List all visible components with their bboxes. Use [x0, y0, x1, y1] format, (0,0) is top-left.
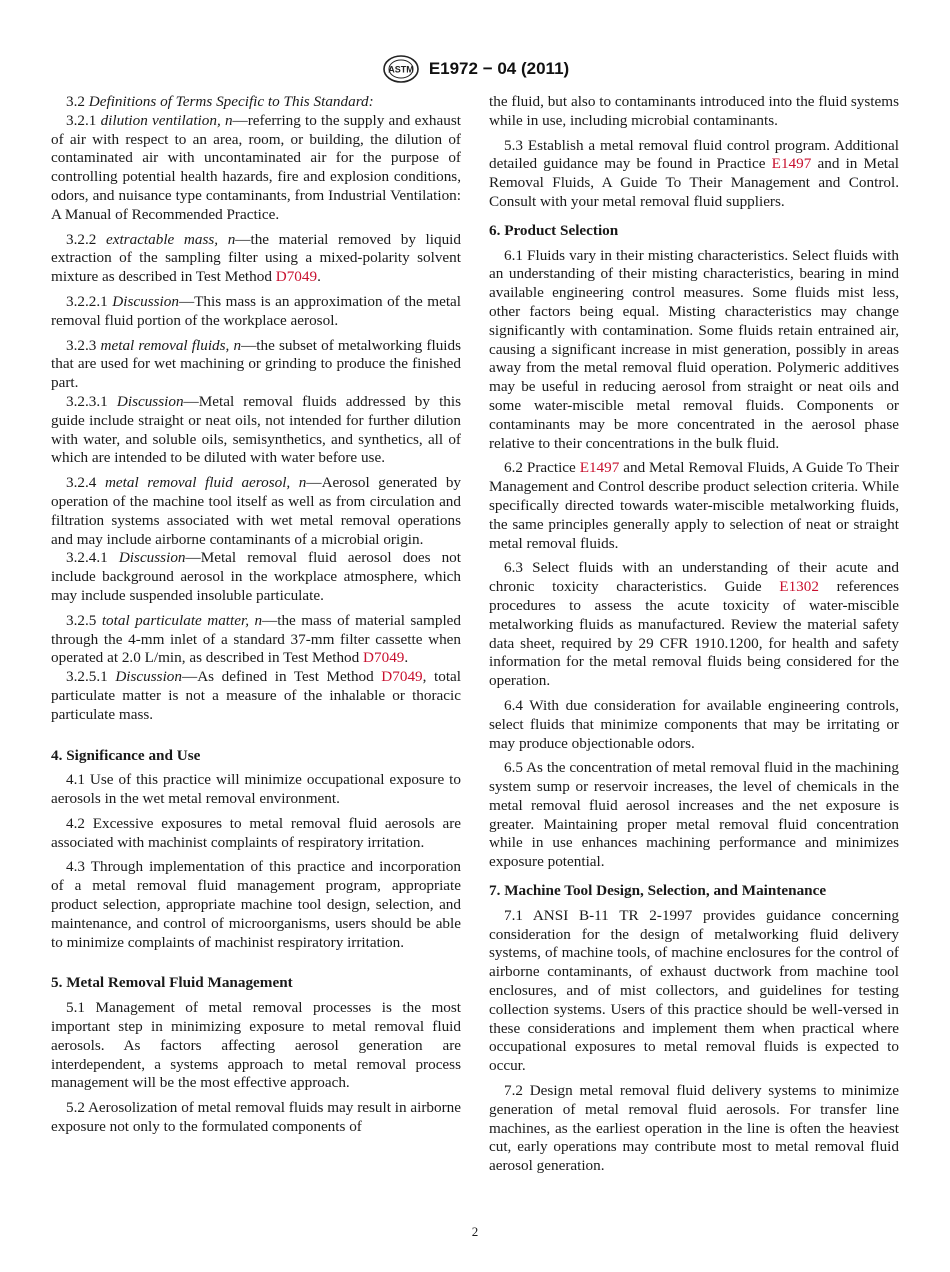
paragraph-7-1: 7.1 ANSI B-11 TR 2-1997 provides guidance concerning consideration for the design of metalworking fluid delivery systems, of machine tools, of machine enclosures for the control of airborne contaminants, of exhaust ductwork from machine tool enclosures, and of mist collectors, and guidelines for testing collection systems. Users of this practice should be well-versed in these considerations and implement them when practical where occupational exposures to metal removal fluids is expected to occur. [489, 906, 899, 1075]
paragraph-4-2: 4.2 Excessive exposures to metal removal fluid aerosols are associated with machinist complaints of respiratory irritation. [51, 814, 461, 851]
section-heading-6: 6. Product Selection [489, 221, 619, 239]
page-number: 2 [471, 1224, 479, 1239]
section-heading-7: 7. Machine Tool Design, Selection, and Maintenance [489, 882, 827, 900]
paragraph-3-2-4-1: 3.2.4.1 Discussion—Metal removal fluid aerosol does not include background aerosol in the workplace atmosphere, which may include suspended insoluble particulate. [51, 549, 462, 604]
document-designation: E1972 − 04 (2011) [428, 59, 570, 78]
left-column [51, 93, 461, 1143]
reference-link-e1302[interactable]: E1302 [779, 578, 819, 596]
paragraph-6-1: 6.1 Fluids vary in their misting characteristics. Select fluids with an understanding of their misting characteristics, bearing in mind available engineering control measures. Some fluids mist less, other factors being equal. Misting characteristics may change significantly with contamination. Some fluids retain entrained air, causing a significant increase in mist generation, possibly in areas away from the metal removal fluid operation. Polymeric additives may be useful in reducing aerosol from straight or neat oils and some water-miscible metal removal fluids. Components or contaminants may be more concentrated in the aerosol phase relative to their concentrations in the bulk fluid. [489, 246, 899, 452]
paragraph-3-2: 3.2 Definitions of Terms Specific to This Standard: [66, 93, 374, 110]
paragraph-3-2-5-1: 3.2.5.1 Discussion—As defined in Test Method D7049, total particulate matter is not a measure of the inhalable or thoracic particulate mass. [51, 668, 461, 723]
reference-link-d7049[interactable]: D7049 [363, 649, 405, 667]
reference-link-e1497[interactable]: E1497 [579, 459, 620, 477]
reference-link-e1497[interactable]: E1497 [771, 155, 812, 173]
paragraph-4-3: 4.3 Through implementation of this practice and incorporation of a metal removal fluid management program, appropriate product selection, appropriate machine tool design, selection, and maintenance, and control of microorganisms, users should be able to minimize complaints of machinist respiratory irritation. [51, 858, 461, 951]
astm-logo-icon [381, 54, 421, 84]
paragraph-6-4: 6.4 With due consideration for available engineering controls, select fluids that minimize components that may be irritating or may produce objectionable odors. [489, 696, 899, 752]
paragraph-3-2-3: 3.2.3 metal removal fluids, n—the subset of metalworking fluids that are used for wet machining or grinding to produce the finished part. [51, 336, 462, 392]
paragraph-5-2-continued: the fluid, but also to contaminants introduced into the fluid systems while in use, including microbial contaminants. [489, 93, 899, 129]
section-heading-4: 4. Significance and Use [51, 746, 201, 764]
paragraph-3-2-5: 3.2.5 total particulate matter, n—the mass of material sampled through the 4-mm inlet of a standard 37-mm filter cassette when operated at 2.0 L/min, as described in Test Method D7049. [51, 611, 461, 667]
paragraph-3-2-4: 3.2.4 metal removal fluid aerosol, n—Aerosol generated by operation of the machine tool itself as well as from circulation and filtration systems associated with wet metal removal operations and may include airborne contaminants of a microbial origin. [51, 474, 462, 548]
page-header [0, 54, 950, 86]
paragraph-6-5: 6.5 As the concentration of metal removal fluid in the machining system sump or reservoir increases, the level of chemicals in the metal removal fluid aerosol increases and the net exposure is greater. Maintaining proper metal removal fluid concentration while in use enhances machining performance and minimizes exposure potential. [489, 759, 899, 871]
reference-link-d7049[interactable]: D7049 [381, 668, 423, 686]
paragraph-3-2-1: 3.2.1 dilution ventilation, n—referring to the supply and exhaust of air with respect to an area, room, or building, the dilution of contaminated air with uncontaminated air for the purpose of controlling potential health hazards, fire and explosion conditions, odors, and nuisance type contaminants, from Industrial Ventilation: A Manual of Recommended Practice. [51, 111, 461, 223]
paragraph-3-2-2-1: 3.2.2.1 Discussion—This mass is an approximation of the metal removal fluid portion of the workplace aerosol. [51, 292, 462, 329]
paragraph-7-2: 7.2 Design metal removal fluid delivery systems to minimize generation of metal removal fluid aerosols. For transfer line machines, as the earliest operation in the line is often the heaviest cut, early operations may contribute most to metal removal fluid aerosol generation. [489, 1082, 899, 1175]
reference-link-d7049[interactable]: D7049 [275, 268, 318, 286]
paragraph-4-1: 4.1 Use of this practice will minimize occupational exposure to aerosols in the wet metal removal environment. [51, 771, 461, 808]
right-column [489, 93, 899, 1182]
paragraph-5-3: 5.3 Establish a metal removal fluid control program. Additional detailed guidance may be found in Practice E1497 and in Metal Removal Fluids, A Guide To Their Management and Control. Consult with your metal removal fluid suppliers. [489, 136, 899, 210]
paragraph-6-3: 6.3 Select fluids with an understanding of their acute and chronic toxicity characteristics. Guide E1302 references procedures to assess the acute toxicity of water-miscible metalworking fluids as manufactured. Review the material safety data sheet, required by 29 CFR 1910.1200, for health and safety information for the metal removal fluids being considered for the operation. [489, 559, 899, 690]
section-heading-5: 5. Metal Removal Fluid Management [51, 974, 293, 992]
paragraph-6-2: 6.2 Practice E1497 and Metal Removal Fluids, A Guide To Their Management and Control describe product selection criteria. While specifically directed towards water-miscible metalworking fluids, the same principles generally apply to selection of neat or straight metal removal fluids. [489, 459, 899, 552]
paragraph-3-2-2: 3.2.2 extractable mass, n—the material removed by liquid extraction of the sampling filter using a mixed-polarity solvent mixture as described in Test Method D7049. [51, 230, 461, 286]
svg-text:ASTM: ASTM [388, 64, 414, 75]
paragraph-3-2-3-1: 3.2.3.1 Discussion—Metal removal fluids addressed by this guide include straight or neat oils, not intended for further dilution with water, and soluble oils, semisynthetics, and synthetics, all of which are intended to be diluted with water before use. [51, 392, 462, 467]
paragraph-5-1: 5.1 Management of metal removal processes is the most important step in minimizing exposure to metal removal fluid aerosols. As factors affecting aerosol generation are interdependent, a systems approach to metal removal process management will be the most effective approach. [51, 999, 461, 1092]
paragraph-5-2: 5.2 Aerosolization of metal removal fluids may result in airborne exposure not only to the formulated components of [51, 1099, 461, 1136]
